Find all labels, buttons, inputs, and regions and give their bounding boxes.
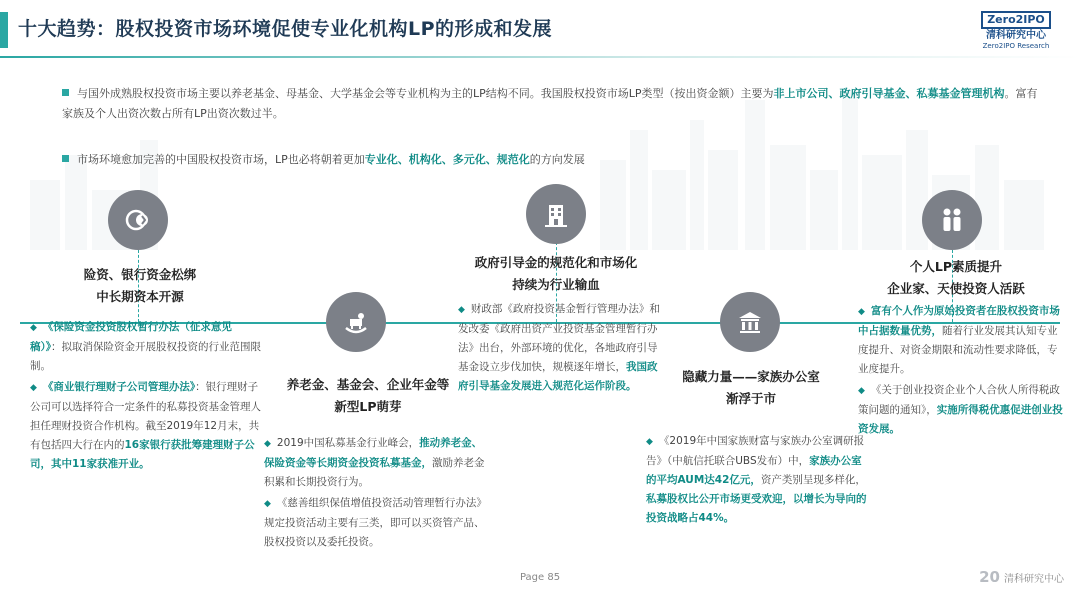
item-text: ：银行理财子公司可以选择符合一定条件的私募投资基金管理人担任理财投资合作机构。截至2019年12月末，共有包括四大行在内的 xyxy=(30,381,261,451)
item-text: ：拟取消保险资金开展股权投资的行业范围限制。 xyxy=(30,341,261,372)
diamond-bullet-icon: ◆ xyxy=(264,499,271,509)
footer-logo-num: 20 xyxy=(979,568,1000,586)
page-title: 十大趋势：股权投资市场环境促使专业化机构LP的形成和发展 xyxy=(18,18,553,40)
logo-wordmark: Zero2IPO xyxy=(981,11,1051,29)
coin-exchange-icon xyxy=(108,190,168,250)
heading-line: 渐浮于市 xyxy=(725,391,776,406)
bullet-square-icon xyxy=(62,89,69,96)
diamond-bullet-icon: ◆ xyxy=(858,386,865,396)
list-item xyxy=(646,432,868,528)
diamond-bullet-icon: ◆ xyxy=(30,383,37,393)
intro-highlight: 专业化、机构化、多元化、规范化 xyxy=(364,153,530,166)
list-item xyxy=(264,494,486,552)
diamond-bullet-icon: ◆ xyxy=(858,307,865,317)
item-highlight: 实施所得税优惠促进创业投资发展。 xyxy=(858,404,1063,435)
heading-line: 新型LP萌芽 xyxy=(334,399,402,414)
people-icon xyxy=(922,190,982,250)
intro-text: 。富有家族及个人出资次数占所有LP出资次数过半。 xyxy=(62,87,1038,120)
intro-highlight: 非上市公司、政府引导基金、私募基金管理机构 xyxy=(773,87,1005,100)
item-highlight: 《商业银行理财子公司管理办法》 xyxy=(42,381,196,393)
item-highlight: 《保险资金投资股权暂行办法（征求意见稿）》 xyxy=(30,321,232,353)
heading-line: 政府引导金的规范化和市场化 xyxy=(474,255,638,270)
footer-logo-text: 清科研究中心 xyxy=(1004,574,1064,585)
column-body xyxy=(858,302,1064,441)
diamond-bullet-icon: ◆ xyxy=(646,437,653,447)
item-highlight: 我国政府引导基金发展进入规范化运作阶段。 xyxy=(458,361,658,392)
item-highlight: 16家银行获批筹建理财子公司，其中11家获准开业。 xyxy=(30,439,255,470)
column-heading xyxy=(268,374,468,418)
list-item xyxy=(264,434,486,492)
column-body xyxy=(30,318,262,476)
diamond-bullet-icon: ◆ xyxy=(458,305,465,315)
column-heading xyxy=(50,264,230,308)
logo-en: Zero2IPO Research xyxy=(982,42,1050,50)
intro-text: 与国外成熟股权投资市场主要以养老基金、母基金、大学基金会等专业机构为主的LP结构不同。我国股权投资市场LP类型（按出资金额）主要为 xyxy=(77,87,774,100)
title-accent-bar xyxy=(0,12,8,48)
item-text: 资产类别呈现多样化， xyxy=(760,474,866,486)
list-item xyxy=(458,300,664,396)
page-number: Page 85 xyxy=(519,572,561,583)
item-highlight: 富有个人作为原始投资者在股权投资市场中占据数量优势， xyxy=(858,305,1060,337)
item-text: 2019中国私募基金行业峰会， xyxy=(276,437,420,449)
item-text: 随着行业发展其认知专业度提升、对资金期限和流动性要求降低，专业度提升。 xyxy=(858,325,1058,375)
intro-text: 市场环境愈加完善的中国股权投资市场，LP也必将朝着更加 xyxy=(77,153,365,166)
heading-line: 企业家、天使投资人活跃 xyxy=(887,281,1025,296)
item-highlight: 推动养老金、保险资金等长期资金投资私募基金， xyxy=(264,437,483,469)
item-highlight: 私募股权比公开市场更受欢迎，以增长为导向的投资战略占44%。 xyxy=(646,493,867,524)
heading-line: 持续为行业输血 xyxy=(512,277,600,292)
intro-bullet-1 xyxy=(62,84,1042,124)
bank-icon xyxy=(720,292,780,352)
heading-line: 隐藏力量——家族办公室 xyxy=(682,369,820,384)
item-text: 激励养老金积累和长期投资行为。 xyxy=(264,457,485,488)
column-body xyxy=(458,300,664,398)
intro-bullet-2 xyxy=(62,150,1042,170)
logo-cn: 清科研究中心 xyxy=(986,30,1046,41)
rocking-horse-icon xyxy=(326,292,386,352)
column-body xyxy=(264,434,486,554)
column-heading xyxy=(666,366,836,410)
heading-line: 养老金、基金会、企业年金等 xyxy=(286,377,450,392)
item-text: 《关于创业投资企业个人合伙人所得税政策问题的通知》， xyxy=(858,384,1060,416)
bullet-square-icon xyxy=(62,155,69,162)
heading-line: 个人LP素质提升 xyxy=(909,259,1003,274)
diamond-bullet-icon: ◆ xyxy=(30,323,37,333)
item-highlight: 家族办公室的平均AUM达42亿元， xyxy=(646,455,862,486)
building-icon xyxy=(526,184,586,244)
heading-line: 中长期资本开源 xyxy=(96,289,184,304)
diamond-bullet-icon: ◆ xyxy=(264,439,271,449)
column-heading xyxy=(456,252,656,296)
heading-line: 险资、银行资金松绑 xyxy=(83,267,197,282)
item-text: 《2019年中国家族财富与家族办公室调研报告》（中航信托联合UBS发布）中， xyxy=(646,435,865,467)
list-item xyxy=(858,381,1064,439)
list-item xyxy=(858,302,1064,379)
list-item xyxy=(30,318,262,376)
column-body xyxy=(646,432,868,530)
list-item xyxy=(30,378,262,474)
item-text: 《慈善组织保值增值投资活动管理暂行办法》规定投资活动主要有三类，即可以买资管产品、股权投资以及委托投资。 xyxy=(264,497,485,548)
column-heading xyxy=(866,256,1046,300)
item-text: 财政部《政府投资基金暂行管理办法》和发改委《政府出资产业投资基金管理暂行办法》出台，外部环境的优化，各地政府引导基金设立步伐加快，规模逐年增长， xyxy=(458,303,660,373)
header-divider xyxy=(0,56,1080,58)
footer-logo xyxy=(979,568,1064,586)
zero2ipo-logo xyxy=(970,8,1062,51)
intro-text: 的方向发展 xyxy=(529,153,585,166)
